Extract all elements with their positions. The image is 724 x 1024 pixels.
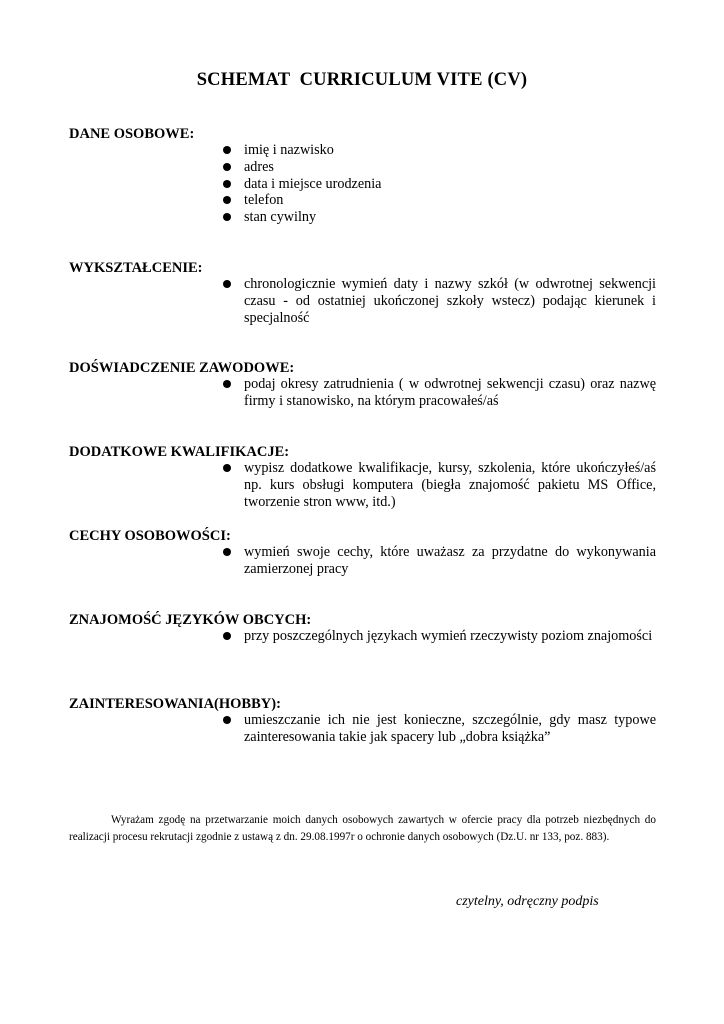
bullet-icon bbox=[223, 632, 231, 640]
list-item-text: stan cywilny bbox=[244, 209, 317, 226]
bullet-list-wyksztalcenie bbox=[222, 276, 656, 326]
list-item-text: adres bbox=[244, 158, 274, 175]
list-item-text: data i miejsce urodzenia bbox=[244, 175, 382, 192]
bullet-icon bbox=[223, 146, 231, 154]
bullet-list-dane-osobowe bbox=[222, 142, 656, 226]
bullet-icon bbox=[223, 548, 231, 556]
bullet-list-doswiadczenie-zawodowe bbox=[222, 376, 656, 410]
section-heading-dodatkowe-kwalifikacje: DODATKOWE KWALIFIKACJE: bbox=[69, 444, 290, 460]
bullet-icon bbox=[223, 213, 231, 221]
list-item-text: podaj okresy zatrudnienia ( w odwrotnej sekwencji czasu) oraz nazwę firmy i stanowisko, na którym pracowałeś/aś bbox=[244, 376, 656, 409]
list-item-text: umieszczanie ich nie jest konieczne, szczególnie, gdy masz typowe zainteresowania takie jak spacery lub „dobra książka” bbox=[244, 712, 656, 745]
list-item bbox=[222, 159, 656, 176]
list-item bbox=[222, 376, 656, 410]
section-heading-zainteresowania: ZAINTERESOWANIA(HOBBY): bbox=[69, 696, 281, 712]
signature-label: czytelny, odręczny podpis bbox=[456, 894, 599, 909]
list-item bbox=[222, 544, 656, 578]
page-title: SCHEMAT CURRICULUM VITE (CV) bbox=[196, 70, 528, 90]
list-item bbox=[222, 142, 656, 159]
bullet-icon bbox=[223, 464, 231, 472]
bullet-list-znajomosc-jezykow bbox=[222, 628, 656, 645]
list-item bbox=[222, 276, 656, 326]
list-item bbox=[222, 176, 656, 193]
section-heading-znajomosc-jezykow: ZNAJOMOŚĆ JĘZYKÓW OBCYCH: bbox=[69, 612, 312, 628]
bullet-icon bbox=[223, 716, 231, 724]
bullet-icon bbox=[223, 196, 231, 204]
list-item-text: wymień swoje cechy, które uważasz za przydatne do wykonywania zamierzonej pracy bbox=[244, 544, 656, 577]
list-item bbox=[222, 460, 656, 510]
bullet-icon bbox=[223, 380, 231, 388]
list-item bbox=[222, 712, 656, 746]
section-heading-cechy-osobowosci: CECHY OSOBOWOŚCI: bbox=[69, 528, 231, 544]
bullet-list-zainteresowania bbox=[222, 712, 656, 746]
bullet-list-dodatkowe-kwalifikacje bbox=[222, 460, 656, 510]
section-heading-doswiadczenie-zawodowe: DOŚWIADCZENIE ZAWODOWE: bbox=[69, 360, 295, 376]
bullet-icon bbox=[223, 280, 231, 288]
list-item bbox=[222, 209, 656, 226]
list-item bbox=[222, 628, 656, 645]
bullet-icon bbox=[223, 180, 231, 188]
section-heading-wyksztalcenie: WYKSZTAŁCENIE: bbox=[69, 260, 203, 276]
list-item-text: wypisz dodatkowe kwalifikacje, kursy, szkolenia, które ukończyłeś/aś np. kurs obsługi komputera (biegła znajomość pakietu MS Office, tworzenie stron www, itd.) bbox=[244, 460, 656, 510]
list-item-text: telefon bbox=[244, 192, 284, 209]
list-item-text: imię i nazwisko bbox=[244, 142, 334, 158]
bullet-list-cechy-osobowosci bbox=[222, 544, 656, 578]
list-item-text: przy poszczególnych językach wymień rzeczywisty poziom znajomości bbox=[244, 628, 653, 644]
consent-clause: Wyrażam zgodę na przetwarzanie moich danych osobowych zawartych w ofercie pracy dla potrzeb niezbędnych do realizacji procesu rekrutacji zgodnie z ustawą z dn. 29.08.1997r o ochronie danych osobowych (Dz.U. nr 133, poz. 883). bbox=[69, 814, 656, 843]
list-item-text: chronologicznie wymień daty i nazwy szkół (w odwrotnej sekwencji czasu - od ostatniej ukończonej szkoły wstecz) podając kierunek i specjalność bbox=[244, 276, 656, 326]
bullet-icon bbox=[223, 163, 231, 171]
list-item bbox=[222, 192, 656, 209]
section-heading-dane-osobowe: DANE OSOBOWE: bbox=[69, 126, 195, 142]
